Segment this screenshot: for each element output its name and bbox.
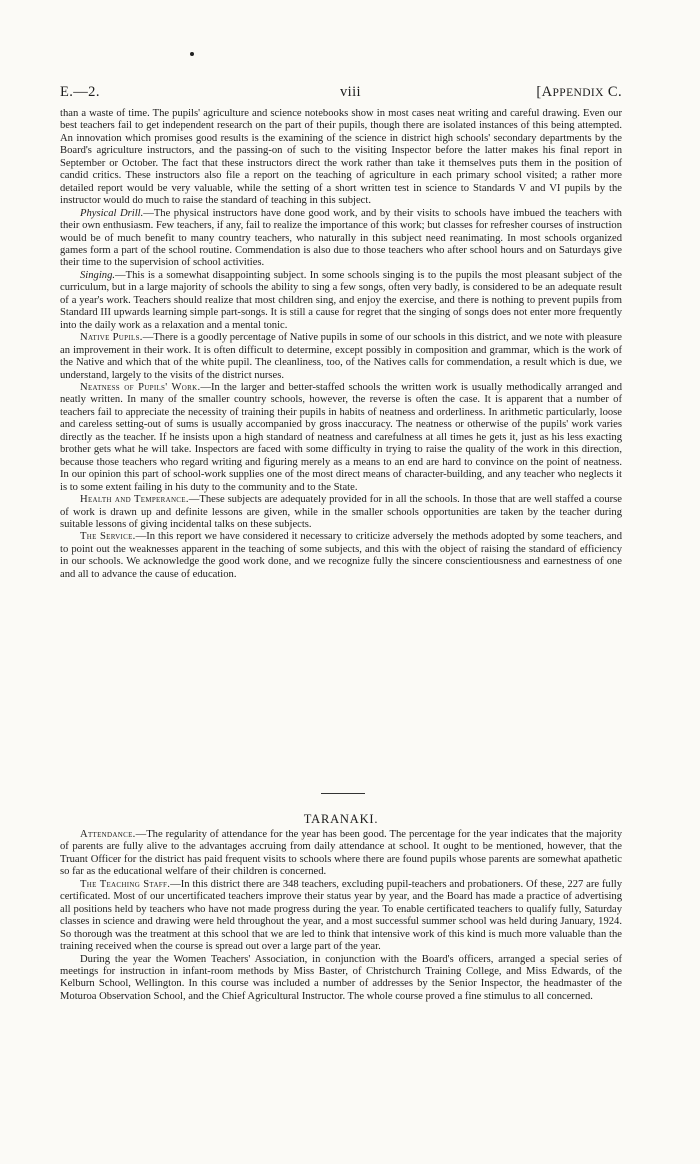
paragraph-native-pupils: Native Pupils.—There is a goodly percentage of Native pupils in some of our schools in this district, and we note with pleasure an improvement in their work. It is often difficult to determine, except possibly in composition and grammar, which is the work of the Native and which that of the white pupil. The cleanliness, too, of the Natives calls for commendation, a result which is due, we understand, largely to the visits of the district nurses. [60, 332, 622, 381]
section-divider [321, 793, 365, 794]
paragraph-neatness: Neatness of Pupils' Work.—In the larger and better-staffed schools the written work is usually methodically arranged and neatly written. In many of the smaller country schools, however, the reverse is often the case. It is apparent that a number of teachers fail to appreciate the necessity of training their pupils in habits of neatness and orderliness. In arithmetic particularly, loose and careless setting-out of sums is usually accompanied by gross inaccuracy. The neatness or otherwise of the pupils' work varies directly as the teacher. If he insists upon a high standard of neatness and carefulness at all times he gets it, just as his less exacting brother gets what he will take. Inspectors are faced with some difficulty in trying to raise the quality of the work in this direction, because those teachers who regard writing and figuring merely as a means to an end are hard to convince on the point of neatness. In our opinion this part of school-work supplies one of the most direct means of character-building, and any teacher who neglects it is to some extent failing in his duty to the community and to the State. [60, 381, 622, 493]
report-body [60, 108, 622, 581]
paragraph-attendance: Attendance.—The regularity of attendance for the year has been good. The percentage for the year indicates that the majority of parents are fully alive to the advantages accruing from daily attendance at school. It ought to be mentioned, however, that the Truant Officer for the district has paid frequent visits to schools where there are found pupils whose parents are somewhat apathetic so far as the educational welfare of their children is concerned. [60, 829, 622, 878]
page-number: viii [340, 84, 361, 100]
section-title: TARANAKI. [303, 812, 379, 826]
paragraph-science: than a waste of time. The pupils' agriculture and science notebooks show in most cases neat writing and careful drawing. Even our best teachers fail to get independent research on the part of their pupils, though there are isolated instances of this being attempted. An innovation which promises good results is the examining of the science in district high schools' secondary departments by the Board's agriculture instructors, and the passing-on of such to the visiting Inspector before the latter makes his final report in September or October. The fact that these instructors direct the work rather than take it themselves puts them in the position of candid critics. These instructors also file a report on the teaching of agriculture in each primary school visited; a rather more detailed report would be very valuable, while the setting of a short written test in science to Standards V and VI pupils by the instructor would do much to raise the standard of teaching in this subject. [60, 108, 622, 207]
ink-dot [190, 52, 194, 56]
taranaki-body [60, 829, 622, 1003]
paragraph-singing: Singing.—This is a somewhat disappointing subject. In some schools singing is to the pupils the most pleasant subject of the curriculum, but in a large majority of schools the ability to sing a few songs, often very badly, is considered to be an adequate result of a year's work. Teachers should realize that most children sing, and enjoy the exercise, and there is nothing to prevent pupils from Standard III upwards learning simple part-songs. It is still a cause for regret that the singing of songs does not enter more frequently into the daily work as a relaxation and a mental tonic. [60, 269, 622, 331]
paragraph-physical-drill: Physical Drill.—The physical instructors have done good work, and by their visits to schools have imbued the teachers with their own enthusiasm. Few teachers, if any, fail to realize the importance of this work; but classes for refresher courses of instruction would be of much benefit to many country teachers, who naturally in this subject need reanimating. In most schools organized games form a part of the school routine. Commendation is also due to those teachers who after school hours and on Saturdays give their time to the supervision of school activities. [60, 207, 622, 269]
paragraph-service: The Service.—In this report we have considered it necessary to criticize adversely the methods adopted by some teachers, and to point out the weaknesses apparent in the teaching of some subjects, and this with the object of raising the standard of efficiency in our schools. We acknowledge the good work done, and we recognize fully the sincere conscientiousness and earnestness of one and all to advance the cause of education. [60, 531, 622, 580]
document-code: E.—2. [60, 84, 100, 100]
paragraph-health: Health and Temperance.—These subjects are adequately provided for in all the schools. In those that are well staffed a course of work is drawn up and definite lessons are given, while in the smaller schools opportunities are taken by the teacher during suitable lessons of giving incidental talks on these subjects. [60, 494, 622, 530]
appendix-label: [APPENDIX C. [536, 84, 622, 100]
paragraph-womens-association: During the year the Women Teachers' Association, in conjunction with the Board's officers, arranged a special series of meetings for instruction in infant-room methods by Miss Baster, of Christchurch Training College, and Miss Edwards, of the Kelburn School, Wellington. In this course was included a number of addresses by the Senior Inspector, the headmaster of the Moturoa Observation School, and the Chief Agricultural Instructor. The whole course proved a fine stimulus to all concerned. [60, 953, 622, 1002]
paragraph-teaching-staff: The Teaching Staff.—In this district there are 348 teachers, excluding pupil-teachers and probationers. Of these, 227 are fully certificated. Most of our uncertificated teachers improve their status year by year, and the Board has made a practice of advertising all positions held by teachers who have not made progress during the year. To enable certificated teachers to qualify fully, Saturday classes in science and drawing were held throughout the year, and a most successful summer school was held during January, 1924. So thorough was the treatment at this school that we are led to think that intensive work of this kind is much more valuable than the training received when the course is spread out over a large part of the year. [60, 878, 623, 953]
page-header [60, 84, 622, 104]
